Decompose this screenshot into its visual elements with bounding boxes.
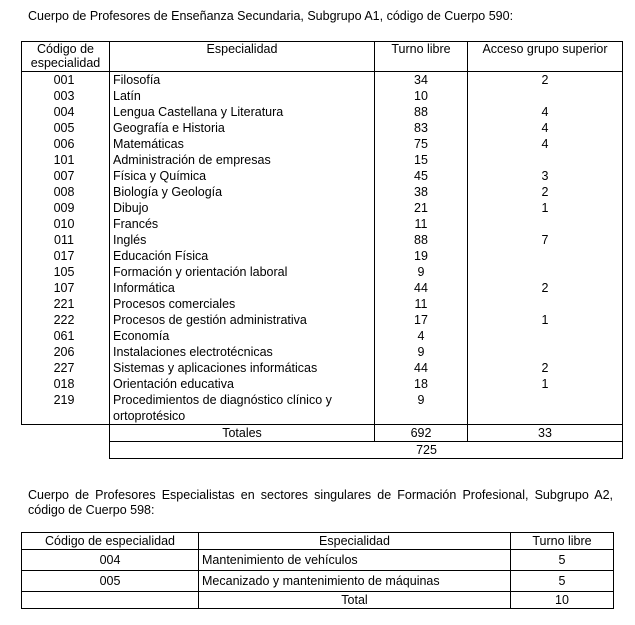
secundaria-table-body xyxy=(22,72,623,425)
table-row xyxy=(22,216,623,232)
cell-free-turn: 45 xyxy=(375,168,468,184)
cell-code: 101 xyxy=(22,152,110,168)
cell-free-turn: 21 xyxy=(375,200,468,216)
cell-code: 004 xyxy=(22,104,110,120)
cell-code: 001 xyxy=(22,72,110,89)
table-header-row xyxy=(22,42,623,72)
cell-code: 222 xyxy=(22,312,110,328)
section1-caption: Cuerpo de Profesores de Enseñanza Secundaria, Subgrupo A1, código de Cuerpo 590: xyxy=(28,9,514,23)
cell-free-turn: 9 xyxy=(375,344,468,360)
cell-specialty: Francés xyxy=(110,216,375,232)
table-row xyxy=(22,328,623,344)
formacion-profesional-table xyxy=(21,532,614,609)
cell-free-turn: 34 xyxy=(375,72,468,89)
table-row xyxy=(22,232,623,248)
cell-access xyxy=(468,216,623,232)
cell-code: 221 xyxy=(22,296,110,312)
cell-free-turn: 19 xyxy=(375,248,468,264)
cell-specialty: Informática xyxy=(110,280,375,296)
totals-access: 33 xyxy=(468,425,623,442)
cell-specialty: Matemáticas xyxy=(110,136,375,152)
cell-access xyxy=(468,296,623,312)
cell-free-turn: 38 xyxy=(375,184,468,200)
table-row xyxy=(22,571,614,592)
table-row xyxy=(22,296,623,312)
cell-free-turn: 44 xyxy=(375,280,468,296)
cell-free-turn: 10 xyxy=(375,88,468,104)
table-row xyxy=(22,200,623,216)
header-specialty: Especialidad xyxy=(110,42,375,72)
cell-free-turn: 5 xyxy=(511,550,614,571)
cell-code: 006 xyxy=(22,136,110,152)
cell-code: 219 xyxy=(22,392,110,425)
header-code: Código de especialidad xyxy=(22,42,110,72)
header-free-turn: Turno libre xyxy=(511,533,614,550)
cell-access: 2 xyxy=(468,280,623,296)
cell-code: 010 xyxy=(22,216,110,232)
cell-code: 004 xyxy=(22,550,199,571)
table-row xyxy=(22,184,623,200)
table-row xyxy=(22,312,623,328)
cell-free-turn: 11 xyxy=(375,296,468,312)
table-row xyxy=(22,280,623,296)
header-access-upper-group: Acceso grupo superior xyxy=(468,42,623,72)
cell-free-turn: 75 xyxy=(375,136,468,152)
cell-specialty: Procesos comerciales xyxy=(110,296,375,312)
cell-specialty: Latín xyxy=(110,88,375,104)
cell-specialty: Mecanizado y mantenimiento de máquinas xyxy=(199,571,511,592)
cell-code: 107 xyxy=(22,280,110,296)
cell-specialty: Instalaciones electrotécnicas xyxy=(110,344,375,360)
cell-code: 061 xyxy=(22,328,110,344)
cell-access xyxy=(468,264,623,280)
fp-table-body xyxy=(22,550,614,592)
cell-code: 009 xyxy=(22,200,110,216)
cell-free-turn: 11 xyxy=(375,216,468,232)
cell-specialty: Biología y Geología xyxy=(110,184,375,200)
cell-code: 206 xyxy=(22,344,110,360)
totals-free-turn: 692 xyxy=(375,425,468,442)
cell-specialty: Formación y orientación laboral xyxy=(110,264,375,280)
cell-access: 4 xyxy=(468,104,623,120)
cell-free-turn: 44 xyxy=(375,360,468,376)
totals-row xyxy=(22,592,614,609)
cell-free-turn: 15 xyxy=(375,152,468,168)
cell-code: 105 xyxy=(22,264,110,280)
cell-access: 2 xyxy=(468,184,623,200)
cell-specialty: Dibujo xyxy=(110,200,375,216)
cell-code: 005 xyxy=(22,571,199,592)
cell-free-turn: 88 xyxy=(375,232,468,248)
totals-spacer xyxy=(22,592,199,609)
cell-code: 018 xyxy=(22,376,110,392)
cell-access xyxy=(468,328,623,344)
cell-access: 2 xyxy=(468,72,623,89)
secundaria-specialties-table xyxy=(21,41,623,459)
cell-access xyxy=(468,344,623,360)
cell-access: 7 xyxy=(468,232,623,248)
header-free-turn: Turno libre xyxy=(375,42,468,72)
table-row xyxy=(22,550,614,571)
cell-specialty: Geografía e Historia xyxy=(110,120,375,136)
cell-specialty: Lengua Castellana y Literatura xyxy=(110,104,375,120)
grand-total-cell xyxy=(110,442,623,459)
cell-access xyxy=(468,392,623,425)
cell-free-turn: 9 xyxy=(375,264,468,280)
totals-free-turn: 10 xyxy=(511,592,614,609)
table-row xyxy=(22,392,623,425)
cell-free-turn: 9 xyxy=(375,392,468,425)
cell-access: 2 xyxy=(468,360,623,376)
cell-code: 008 xyxy=(22,184,110,200)
cell-free-turn: 5 xyxy=(511,571,614,592)
grand-total-value: 725 xyxy=(416,443,437,457)
cell-code: 227 xyxy=(22,360,110,376)
table-row xyxy=(22,72,623,89)
cell-access: 4 xyxy=(468,120,623,136)
cell-specialty: Mantenimiento de vehículos xyxy=(199,550,511,571)
cell-specialty: Inglés xyxy=(110,232,375,248)
totals-label: Total xyxy=(199,592,511,609)
cell-specialty: Administración de empresas xyxy=(110,152,375,168)
cell-specialty: Economía xyxy=(110,328,375,344)
table-row xyxy=(22,248,623,264)
cell-specialty: Educación Física xyxy=(110,248,375,264)
table-row xyxy=(22,344,623,360)
cell-free-turn: 83 xyxy=(375,120,468,136)
totals-row xyxy=(22,425,623,442)
cell-specialty: Procedimientos de diagnóstico clínico y ortoprotésico xyxy=(110,392,375,425)
cell-specialty: Sistemas y aplicaciones informáticas xyxy=(110,360,375,376)
table-row xyxy=(22,152,623,168)
cell-access: 3 xyxy=(468,168,623,184)
table-row xyxy=(22,376,623,392)
cell-code: 017 xyxy=(22,248,110,264)
cell-free-turn: 4 xyxy=(375,328,468,344)
totals-label: Totales xyxy=(110,425,375,442)
cell-code: 011 xyxy=(22,232,110,248)
cell-specialty: Procesos de gestión administrativa xyxy=(110,312,375,328)
section2-caption: Cuerpo de Profesores Especialistas en sectores singulares de Formación Profesional, Subgrupo A2, código de Cuerpo 598: xyxy=(28,488,613,517)
cell-access xyxy=(468,152,623,168)
table-row xyxy=(22,104,623,120)
cell-access: 1 xyxy=(468,312,623,328)
totals-spacer xyxy=(22,425,110,442)
cell-code: 005 xyxy=(22,120,110,136)
cell-specialty: Filosofía xyxy=(110,72,375,89)
table-row xyxy=(22,264,623,280)
cell-specialty: Física y Química xyxy=(110,168,375,184)
table-row xyxy=(22,168,623,184)
table-row xyxy=(22,360,623,376)
cell-specialty: Orientación educativa xyxy=(110,376,375,392)
table-header-row xyxy=(22,533,614,550)
cell-access xyxy=(468,88,623,104)
grand-total-spacer xyxy=(22,442,110,459)
cell-free-turn: 17 xyxy=(375,312,468,328)
cell-access: 1 xyxy=(468,376,623,392)
cell-free-turn: 18 xyxy=(375,376,468,392)
cell-code: 007 xyxy=(22,168,110,184)
cell-access: 1 xyxy=(468,200,623,216)
header-code: Código de especialidad xyxy=(22,533,199,550)
cell-access xyxy=(468,248,623,264)
cell-access: 4 xyxy=(468,136,623,152)
grand-total-row xyxy=(22,442,623,459)
header-specialty: Especialidad xyxy=(199,533,511,550)
table-row xyxy=(22,88,623,104)
cell-free-turn: 88 xyxy=(375,104,468,120)
table-row xyxy=(22,136,623,152)
table-row xyxy=(22,120,623,136)
cell-code: 003 xyxy=(22,88,110,104)
